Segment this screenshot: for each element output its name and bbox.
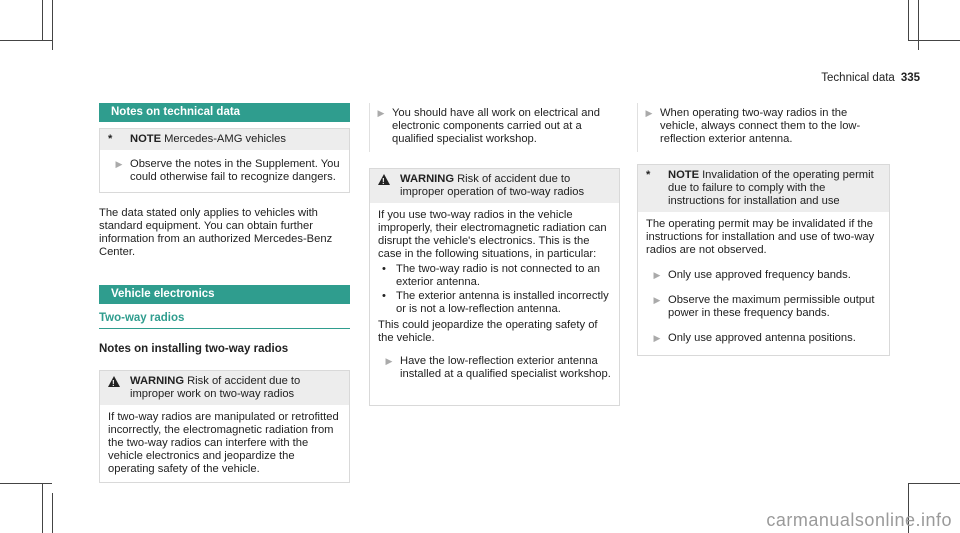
note-box bbox=[99, 128, 350, 193]
column-3 bbox=[637, 103, 890, 356]
crop-mark bbox=[0, 483, 52, 484]
step bbox=[378, 345, 611, 399]
crop-mark bbox=[0, 40, 52, 41]
bullet-list bbox=[378, 263, 611, 316]
warning-header bbox=[370, 169, 619, 203]
step-text: When operating two-way radios in the vehicle, always connect them to the low-reflection exterior antenna. bbox=[660, 107, 861, 145]
warning-box bbox=[369, 168, 620, 406]
warning-text: Risk of accident due to improper operation of two-way radios bbox=[400, 173, 585, 198]
list-item: • The two-way radio is not connected to an exterior antenna. bbox=[382, 263, 600, 288]
note-body bbox=[638, 212, 889, 355]
warning-icon bbox=[378, 174, 390, 185]
crop-mark bbox=[908, 0, 909, 40]
note-text: Invalidation of the operating permit due to failure to comply with the instructions for installation and use bbox=[668, 169, 874, 207]
step-arrow-icon: ▶ bbox=[653, 333, 661, 343]
heading: Notes on installing two-way radios bbox=[99, 343, 289, 355]
step bbox=[646, 328, 881, 349]
note-label: NOTE bbox=[668, 169, 700, 181]
warning-icon bbox=[108, 376, 120, 387]
warning-label: WARNING bbox=[130, 375, 185, 387]
section-title: Notes on technical data bbox=[99, 103, 350, 122]
paragraph: The data stated only applies to vehicles with standard equipment. You can obtain further information from an authorized Mercedes-Benz Center. bbox=[99, 207, 333, 258]
list-item: • The exterior antenna is installed incorrectly or is not a low-reflection antenna. bbox=[382, 290, 609, 315]
column-2 bbox=[369, 103, 620, 406]
note-header bbox=[100, 129, 349, 150]
step-text: Only use approved antenna positions. bbox=[668, 332, 856, 344]
step-arrow-icon: ▶ bbox=[385, 356, 393, 366]
crop-mark bbox=[42, 483, 43, 533]
section-title: Vehicle electronics bbox=[99, 285, 350, 304]
step bbox=[646, 265, 881, 286]
step bbox=[369, 103, 620, 152]
note-box bbox=[637, 164, 890, 356]
warning-intro: If you use two-way radios in the vehicle improperly, their electromagnetic radiation can disrupt the vehicle's electronics. This is the case in the following situations, in particular: bbox=[378, 209, 607, 260]
watermark: carmanualsonline.info bbox=[766, 510, 952, 530]
subsection-title: Two-way radios bbox=[99, 312, 350, 329]
note-paragraph: The operating permit may be invalidated if the instructions for installation and use of two-way radios are not observed. bbox=[646, 218, 875, 256]
crop-mark bbox=[908, 483, 960, 484]
step-text: Observe the maximum permissible output power in these frequency bands. bbox=[668, 294, 875, 319]
step-text: Observe the notes in the Supplement. You could otherwise fail to recognize dangers. bbox=[130, 158, 340, 183]
warning-label: WARNING bbox=[400, 173, 455, 185]
page-number: 335 bbox=[900, 72, 920, 84]
step-arrow-icon: ▶ bbox=[645, 108, 653, 118]
column-1 bbox=[99, 103, 350, 483]
warning-header bbox=[100, 371, 349, 405]
page-header-title: Technical data bbox=[821, 72, 895, 84]
note-icon: * bbox=[646, 169, 651, 181]
warning-body: If two-way radios are manipulated or retrofitted incorrectly, the electromagnetic radiation from the two-way radios can interfere with the vehicle electronics and jeopardize the operating safety of the vehicle. bbox=[108, 411, 339, 475]
step bbox=[646, 290, 881, 324]
warning-text: Risk of accident due to improper work on two-way radios bbox=[130, 375, 301, 400]
note-text: Mercedes-AMG vehicles bbox=[164, 133, 286, 145]
page-header bbox=[821, 72, 920, 85]
step-arrow-icon: ▶ bbox=[653, 270, 661, 280]
crop-mark bbox=[42, 0, 43, 40]
warning-box bbox=[99, 370, 350, 483]
note-label: NOTE bbox=[130, 133, 162, 145]
step-arrow-icon: ▶ bbox=[653, 295, 661, 305]
note-icon: * bbox=[108, 133, 113, 145]
crop-mark bbox=[52, 493, 53, 533]
crop-mark bbox=[908, 40, 960, 41]
step-text: You should have all work on electrical and electronic components carried out at a qualified specialist workshop. bbox=[392, 107, 600, 145]
step-arrow-icon: ▶ bbox=[115, 159, 123, 169]
warning-body bbox=[370, 203, 619, 405]
warning-consequence: This could jeopardize the operating safety of the vehicle. bbox=[378, 319, 598, 344]
step-text: Have the low-reflection exterior antenna installed at a qualified specialist workshop. bbox=[400, 355, 611, 380]
note-header bbox=[638, 165, 889, 212]
crop-mark bbox=[52, 0, 53, 50]
step-arrow-icon: ▶ bbox=[377, 108, 385, 118]
step bbox=[637, 103, 890, 152]
crop-mark bbox=[918, 0, 919, 50]
step-text: Only use approved frequency bands. bbox=[668, 269, 851, 281]
note-step bbox=[100, 150, 349, 192]
